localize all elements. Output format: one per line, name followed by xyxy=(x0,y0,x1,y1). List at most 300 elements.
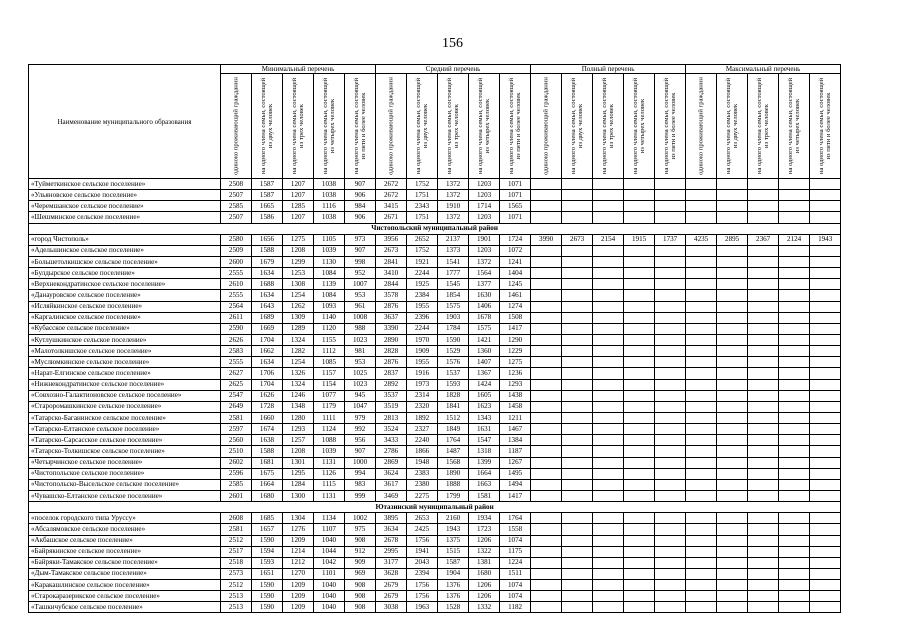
value-cell: 906 xyxy=(345,212,376,223)
value-cell: 2596 xyxy=(221,468,252,479)
value-cell xyxy=(531,535,562,546)
value-cell: 908 xyxy=(345,602,376,613)
value-cell xyxy=(562,412,593,423)
table-row xyxy=(29,301,841,312)
value-cell: 1322 xyxy=(469,546,500,557)
value-cell xyxy=(593,379,624,390)
value-cell: 1275 xyxy=(500,357,531,368)
value-cell xyxy=(562,435,593,446)
value-cell: 1175 xyxy=(500,546,531,557)
value-cell xyxy=(717,490,748,501)
value-cell: 1290 xyxy=(500,334,531,345)
value-cell: 3990 xyxy=(531,234,562,245)
value-cell xyxy=(748,357,779,368)
value-cell xyxy=(686,368,717,379)
value-cell: 1093 xyxy=(314,301,345,312)
value-cell: 1212 xyxy=(283,557,314,568)
municipality-name: «Верхнекондратинское сельское поселение» xyxy=(29,279,221,290)
value-cell xyxy=(810,334,841,345)
value-cell xyxy=(686,490,717,501)
value-cell xyxy=(810,568,841,579)
value-cell xyxy=(810,468,841,479)
value-cell: 1751 xyxy=(407,190,438,201)
value-cell: 1115 xyxy=(314,479,345,490)
table-header xyxy=(29,65,841,179)
value-cell: 1568 xyxy=(438,457,469,468)
value-cell: 1072 xyxy=(500,245,531,256)
subcolumn-header-label: на одного члена семьи, состоящей из двух человек xyxy=(570,77,585,175)
value-cell: 3433 xyxy=(376,435,407,446)
value-cell: 2513 xyxy=(221,602,252,613)
value-cell: 1203 xyxy=(469,245,500,256)
value-cell: 1587 xyxy=(252,179,283,190)
value-cell xyxy=(593,256,624,267)
table-row xyxy=(29,513,841,524)
value-cell: 1679 xyxy=(252,256,283,267)
value-cell xyxy=(531,245,562,256)
value-cell: 2555 xyxy=(221,268,252,279)
value-cell xyxy=(593,412,624,423)
value-cell: 1558 xyxy=(500,524,531,535)
subcolumn-header xyxy=(531,74,562,179)
value-cell xyxy=(748,179,779,190)
value-cell xyxy=(624,557,655,568)
value-cell xyxy=(686,446,717,457)
value-cell: 1916 xyxy=(407,368,438,379)
value-cell: 3634 xyxy=(376,524,407,535)
value-cell: 1888 xyxy=(438,479,469,490)
value-cell: 1071 xyxy=(500,190,531,201)
value-cell: 1285 xyxy=(283,201,314,212)
value-cell xyxy=(779,513,810,524)
value-cell xyxy=(779,190,810,201)
value-cell xyxy=(748,435,779,446)
value-cell: 1704 xyxy=(252,379,283,390)
value-cell xyxy=(686,412,717,423)
value-cell xyxy=(593,290,624,301)
value-cell xyxy=(593,457,624,468)
value-cell xyxy=(810,591,841,602)
value-cell: 1737 xyxy=(655,234,686,245)
value-cell xyxy=(717,368,748,379)
municipality-name: «Татарско-Толкишское сельское поселение» xyxy=(29,446,221,457)
value-cell: 1038 xyxy=(314,190,345,201)
value-cell xyxy=(686,245,717,256)
value-cell xyxy=(748,290,779,301)
value-cell: 945 xyxy=(345,390,376,401)
value-cell xyxy=(810,490,841,501)
value-cell: 1728 xyxy=(252,401,283,412)
value-cell: 1866 xyxy=(407,446,438,457)
municipality-name: «Чистопольское сельское поселение» xyxy=(29,468,221,479)
value-cell xyxy=(624,290,655,301)
municipality-name: «Большетолкишское сельское поселение» xyxy=(29,256,221,267)
value-cell xyxy=(624,368,655,379)
value-cell xyxy=(810,412,841,423)
value-cell xyxy=(748,346,779,357)
value-cell: 1207 xyxy=(283,190,314,201)
table-row xyxy=(29,446,841,457)
value-cell xyxy=(779,468,810,479)
value-cell: 2394 xyxy=(407,568,438,579)
value-cell: 1581 xyxy=(469,490,500,501)
value-cell: 2585 xyxy=(221,479,252,490)
value-cell: 1039 xyxy=(314,446,345,457)
table-row xyxy=(29,479,841,490)
value-cell: 2547 xyxy=(221,390,252,401)
value-cell xyxy=(717,524,748,535)
value-cell xyxy=(593,201,624,212)
value-cell: 1934 xyxy=(469,513,500,524)
value-cell: 2627 xyxy=(221,368,252,379)
value-cell xyxy=(748,513,779,524)
value-cell xyxy=(717,212,748,223)
value-cell xyxy=(686,479,717,490)
value-cell xyxy=(810,245,841,256)
value-cell: 908 xyxy=(345,580,376,591)
value-cell xyxy=(562,457,593,468)
municipality-name: «Дым-Тамакское сельское поселение» xyxy=(29,568,221,579)
value-cell: 1955 xyxy=(407,301,438,312)
value-cell: 2043 xyxy=(407,557,438,568)
value-cell xyxy=(593,568,624,579)
district-name: Ютазинский муниципальный район xyxy=(29,502,841,513)
value-cell: 1044 xyxy=(314,546,345,557)
value-cell xyxy=(779,312,810,323)
value-cell: 1590 xyxy=(438,334,469,345)
subcolumn-header-label: на одного члена семьи, состоящей из пяти и более человек xyxy=(508,77,523,175)
value-cell: 1674 xyxy=(252,424,283,435)
value-cell: 1669 xyxy=(252,323,283,334)
value-cell: 2653 xyxy=(407,513,438,524)
value-cell: 1714 xyxy=(469,201,500,212)
value-cell xyxy=(717,412,748,423)
value-cell xyxy=(748,546,779,557)
subcolumn-header-label: на одного члена семьи, состоящей из трех человек xyxy=(291,77,305,175)
subcolumn-header xyxy=(314,74,345,179)
value-cell: 1139 xyxy=(314,279,345,290)
value-cell xyxy=(531,457,562,468)
value-cell xyxy=(717,390,748,401)
value-cell: 2380 xyxy=(407,479,438,490)
value-cell xyxy=(624,424,655,435)
value-cell xyxy=(593,245,624,256)
value-cell: 998 xyxy=(345,256,376,267)
value-cell: 1910 xyxy=(438,201,469,212)
value-cell xyxy=(810,535,841,546)
value-cell: 906 xyxy=(345,190,376,201)
value-cell: 2876 xyxy=(376,301,407,312)
value-cell xyxy=(593,424,624,435)
value-cell xyxy=(593,479,624,490)
value-cell: 1274 xyxy=(500,301,531,312)
value-cell xyxy=(686,390,717,401)
group-header: Средний перечень xyxy=(376,65,531,74)
value-cell xyxy=(810,513,841,524)
value-cell: 1495 xyxy=(500,468,531,479)
value-cell: 1208 xyxy=(283,446,314,457)
value-cell: 1941 xyxy=(407,546,438,557)
district-row xyxy=(29,502,841,513)
value-cell: 1209 xyxy=(283,535,314,546)
value-cell: 1008 xyxy=(345,312,376,323)
value-cell xyxy=(810,379,841,390)
value-cell: 1007 xyxy=(345,279,376,290)
value-cell: 1088 xyxy=(314,435,345,446)
subcolumn-header xyxy=(748,74,779,179)
value-cell: 988 xyxy=(345,323,376,334)
value-cell xyxy=(810,357,841,368)
value-cell xyxy=(562,568,593,579)
value-cell: 1764 xyxy=(438,435,469,446)
value-cell: 1399 xyxy=(469,457,500,468)
municipality-name: «Ташкичубское сельское поселение» xyxy=(29,602,221,613)
municipality-name: «Кутлушкинское сельское поселение» xyxy=(29,334,221,345)
value-cell xyxy=(593,301,624,312)
value-cell xyxy=(531,546,562,557)
value-cell xyxy=(624,312,655,323)
value-cell: 1293 xyxy=(283,424,314,435)
value-cell xyxy=(624,602,655,613)
municipality-name: «Данауровское сельское поселение» xyxy=(29,290,221,301)
value-cell: 1421 xyxy=(469,334,500,345)
value-cell xyxy=(624,568,655,579)
value-cell xyxy=(686,256,717,267)
value-cell xyxy=(717,357,748,368)
value-cell: 2327 xyxy=(407,424,438,435)
value-cell xyxy=(779,412,810,423)
value-cell: 3469 xyxy=(376,490,407,501)
value-cell: 2610 xyxy=(221,279,252,290)
value-cell xyxy=(686,602,717,613)
value-cell: 2673 xyxy=(376,245,407,256)
value-cell xyxy=(717,513,748,524)
value-cell: 1892 xyxy=(407,412,438,423)
value-cell: 1901 xyxy=(469,234,500,245)
value-cell xyxy=(779,557,810,568)
value-cell: 1756 xyxy=(407,535,438,546)
group-header: Полный перечень xyxy=(531,65,686,74)
value-cell xyxy=(748,190,779,201)
subcolumn-header-label: на одного члена семьи, состоящей из четырех человек xyxy=(322,77,336,175)
value-cell xyxy=(810,424,841,435)
value-cell xyxy=(624,591,655,602)
value-cell xyxy=(531,201,562,212)
value-cell: 1704 xyxy=(252,334,283,345)
value-cell xyxy=(562,201,593,212)
value-cell: 1662 xyxy=(252,346,283,357)
value-cell: 1458 xyxy=(500,401,531,412)
value-cell xyxy=(655,479,686,490)
value-cell xyxy=(686,357,717,368)
value-cell xyxy=(810,479,841,490)
value-cell xyxy=(779,591,810,602)
value-cell xyxy=(686,190,717,201)
value-cell xyxy=(655,201,686,212)
value-cell: 2890 xyxy=(376,334,407,345)
value-cell xyxy=(717,557,748,568)
value-cell xyxy=(686,312,717,323)
value-cell: 983 xyxy=(345,479,376,490)
value-cell xyxy=(748,379,779,390)
value-cell xyxy=(779,334,810,345)
value-cell xyxy=(624,446,655,457)
value-cell: 1681 xyxy=(252,457,283,468)
value-cell xyxy=(593,312,624,323)
value-cell: 1246 xyxy=(283,390,314,401)
value-cell: 2844 xyxy=(376,279,407,290)
value-cell: 1590 xyxy=(252,580,283,591)
value-cell: 2813 xyxy=(376,412,407,423)
value-cell xyxy=(531,379,562,390)
value-cell xyxy=(655,468,686,479)
value-cell: 1890 xyxy=(438,468,469,479)
value-cell: 2672 xyxy=(376,190,407,201)
value-cell: 1207 xyxy=(283,179,314,190)
value-cell: 999 xyxy=(345,490,376,501)
value-cell: 3390 xyxy=(376,323,407,334)
value-cell xyxy=(717,190,748,201)
value-cell xyxy=(562,591,593,602)
value-cell: 1588 xyxy=(252,245,283,256)
value-cell: 1664 xyxy=(252,479,283,490)
value-cell: 1634 xyxy=(252,290,283,301)
value-cell xyxy=(717,346,748,357)
value-cell xyxy=(779,524,810,535)
value-cell xyxy=(562,557,593,568)
value-cell: 1376 xyxy=(438,591,469,602)
value-cell xyxy=(624,390,655,401)
value-cell: 1529 xyxy=(438,346,469,357)
value-cell: 2573 xyxy=(221,568,252,579)
value-cell: 1074 xyxy=(500,535,531,546)
value-cell xyxy=(810,446,841,457)
subcolumn-header-label: на одного члена семьи, состоящей из двух человек xyxy=(415,77,430,175)
municipality-name: «Черемшанское сельское поселение» xyxy=(29,201,221,212)
table-row xyxy=(29,357,841,368)
value-cell: 1025 xyxy=(345,368,376,379)
value-cell xyxy=(810,390,841,401)
value-cell: 1656 xyxy=(252,234,283,245)
value-cell xyxy=(779,379,810,390)
value-cell xyxy=(562,524,593,535)
value-cell xyxy=(748,312,779,323)
value-cell: 2585 xyxy=(221,201,252,212)
value-cell: 2320 xyxy=(407,401,438,412)
value-cell: 3177 xyxy=(376,557,407,568)
value-cell: 1203 xyxy=(469,212,500,223)
table-row xyxy=(29,245,841,256)
value-cell: 1828 xyxy=(438,390,469,401)
value-cell: 2555 xyxy=(221,357,252,368)
value-cell xyxy=(686,301,717,312)
value-cell xyxy=(779,346,810,357)
value-cell: 1921 xyxy=(407,256,438,267)
value-cell: 953 xyxy=(345,357,376,368)
value-cell xyxy=(779,490,810,501)
subcolumn-header xyxy=(655,74,686,179)
value-cell xyxy=(593,435,624,446)
value-cell xyxy=(624,190,655,201)
table-row xyxy=(29,334,841,345)
value-cell xyxy=(655,435,686,446)
value-cell: 1253 xyxy=(283,268,314,279)
value-cell xyxy=(779,401,810,412)
value-cell: 1211 xyxy=(500,412,531,423)
value-cell: 1074 xyxy=(500,591,531,602)
value-cell xyxy=(593,524,624,535)
value-cell: 1206 xyxy=(469,535,500,546)
value-cell: 1267 xyxy=(500,457,531,468)
value-cell xyxy=(531,602,562,613)
value-cell xyxy=(655,591,686,602)
value-cell: 2649 xyxy=(221,401,252,412)
value-cell: 1040 xyxy=(314,591,345,602)
value-cell: 3415 xyxy=(376,201,407,212)
value-cell xyxy=(748,524,779,535)
value-cell: 1638 xyxy=(252,435,283,446)
value-cell xyxy=(810,279,841,290)
value-cell: 1324 xyxy=(283,379,314,390)
value-cell xyxy=(810,312,841,323)
value-cell xyxy=(717,468,748,479)
value-cell: 1545 xyxy=(438,279,469,290)
value-cell xyxy=(531,580,562,591)
value-cell: 1660 xyxy=(252,412,283,423)
value-cell xyxy=(562,212,593,223)
value-cell xyxy=(810,580,841,591)
value-cell: 1657 xyxy=(252,524,283,535)
value-cell xyxy=(531,568,562,579)
value-cell: 1799 xyxy=(438,490,469,501)
value-cell xyxy=(779,446,810,457)
value-cell: 1372 xyxy=(438,179,469,190)
value-cell: 1124 xyxy=(314,424,345,435)
value-cell: 912 xyxy=(345,546,376,557)
value-cell: 1002 xyxy=(345,513,376,524)
value-cell xyxy=(624,479,655,490)
value-cell: 1209 xyxy=(283,591,314,602)
value-cell xyxy=(748,568,779,579)
value-cell xyxy=(562,580,593,591)
value-cell: 1751 xyxy=(407,212,438,223)
value-cell xyxy=(686,568,717,579)
municipality-name: «Адельшинское сельское поселение» xyxy=(29,245,221,256)
value-cell xyxy=(686,546,717,557)
value-cell: 1634 xyxy=(252,357,283,368)
value-cell xyxy=(593,368,624,379)
value-cell: 1282 xyxy=(283,346,314,357)
value-cell xyxy=(779,290,810,301)
value-cell xyxy=(624,580,655,591)
value-cell xyxy=(593,602,624,613)
subcolumn-header xyxy=(686,74,717,179)
value-cell: 1854 xyxy=(438,290,469,301)
value-cell: 1074 xyxy=(500,580,531,591)
table-row xyxy=(29,190,841,201)
value-cell xyxy=(655,357,686,368)
value-cell: 1206 xyxy=(469,591,500,602)
value-cell xyxy=(624,524,655,535)
value-cell: 1301 xyxy=(283,457,314,468)
value-cell xyxy=(810,401,841,412)
value-cell xyxy=(686,334,717,345)
value-cell: 2507 xyxy=(221,212,252,223)
value-cell: 1565 xyxy=(500,201,531,212)
value-cell: 975 xyxy=(345,524,376,535)
value-cell: 1105 xyxy=(314,234,345,245)
municipality-name: «Староромашкинское сельское поселение» xyxy=(29,401,221,412)
